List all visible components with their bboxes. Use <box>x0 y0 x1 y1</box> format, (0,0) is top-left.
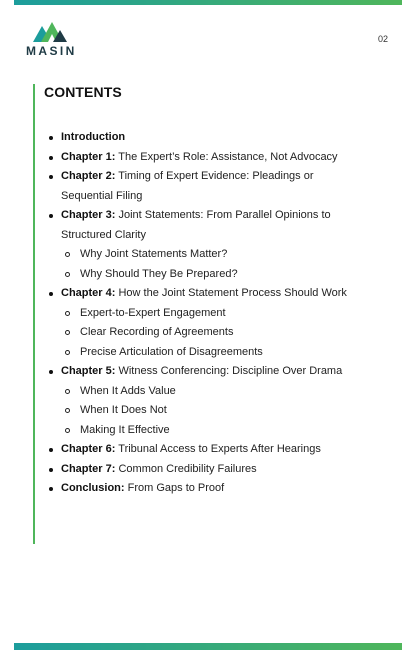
toc-chapter-label: Introduction <box>61 131 126 143</box>
toc-chapter-title: Tribunal Access to Experts After Hearings <box>118 443 321 455</box>
toc-item <box>35 284 365 362</box>
toc-chapter-title: Joint Statements: From Parallel Opinions to Structured Clarity <box>61 209 331 241</box>
toc-subitem: Precise Articulation of Disagreements <box>61 343 365 363</box>
toc-chapter-label: Chapter 5: <box>61 365 116 377</box>
toc-item <box>35 440 365 460</box>
toc-subitem: Expert-to-Expert Engagement <box>61 304 365 324</box>
toc-subitem: When It Adds Value <box>61 382 365 402</box>
toc-list <box>35 128 365 499</box>
logo-text: MASIN <box>26 44 77 58</box>
toc-chapter-title: Witness Conferencing: Discipline Over Drama <box>118 365 343 377</box>
toc-chapter-label: Conclusion: <box>61 482 125 494</box>
toc-chapter-title: From Gaps to Proof <box>127 482 225 494</box>
toc-item <box>35 128 365 148</box>
toc-subitem: When It Does Not <box>61 401 365 421</box>
toc-chapter-label: Chapter 2: <box>61 170 116 182</box>
contents-section <box>33 84 365 544</box>
toc-item <box>35 206 365 284</box>
toc-chapter-title: How the Joint Statement Process Should Work <box>118 287 347 299</box>
toc-subitem: Making It Effective <box>61 421 365 441</box>
toc-chapter-title: The Expert’s Role: Assistance, Not Advocacy <box>118 150 338 163</box>
toc-chapter-title: Timing of Expert Evidence: Pleadings or Sequential Filing <box>61 170 314 202</box>
toc-subitem: Clear Recording of Agreements <box>61 323 365 343</box>
toc-item <box>35 479 365 499</box>
toc-chapter-label: Chapter 1: <box>61 150 116 163</box>
toc-subitem: Why Should They Be Prepared? <box>61 265 365 285</box>
toc-chapter-label: Chapter 6: <box>61 443 116 455</box>
masin-logo <box>26 20 88 58</box>
toc-chapter-title: Common Credibility Failures <box>118 462 257 475</box>
toc-chapter-label: Chapter 3: <box>61 209 116 221</box>
toc-subitem: Why Joint Statements Matter? <box>61 245 365 265</box>
bottom-accent-bar <box>14 643 402 650</box>
page-number: 02 <box>377 34 388 44</box>
toc-chapter-label: Chapter 7: <box>61 462 116 475</box>
masin-logo-icon <box>33 20 67 42</box>
contents-title: CONTENTS <box>44 84 122 100</box>
toc-sublist <box>61 382 365 441</box>
toc-item <box>35 167 365 206</box>
toc-item <box>35 460 365 480</box>
top-accent-bar <box>14 0 402 5</box>
toc-item <box>35 362 365 440</box>
toc-sublist <box>61 245 365 284</box>
toc-item <box>35 148 365 168</box>
toc-chapter-label: Chapter 4: <box>61 287 116 299</box>
toc-sublist <box>61 304 365 363</box>
